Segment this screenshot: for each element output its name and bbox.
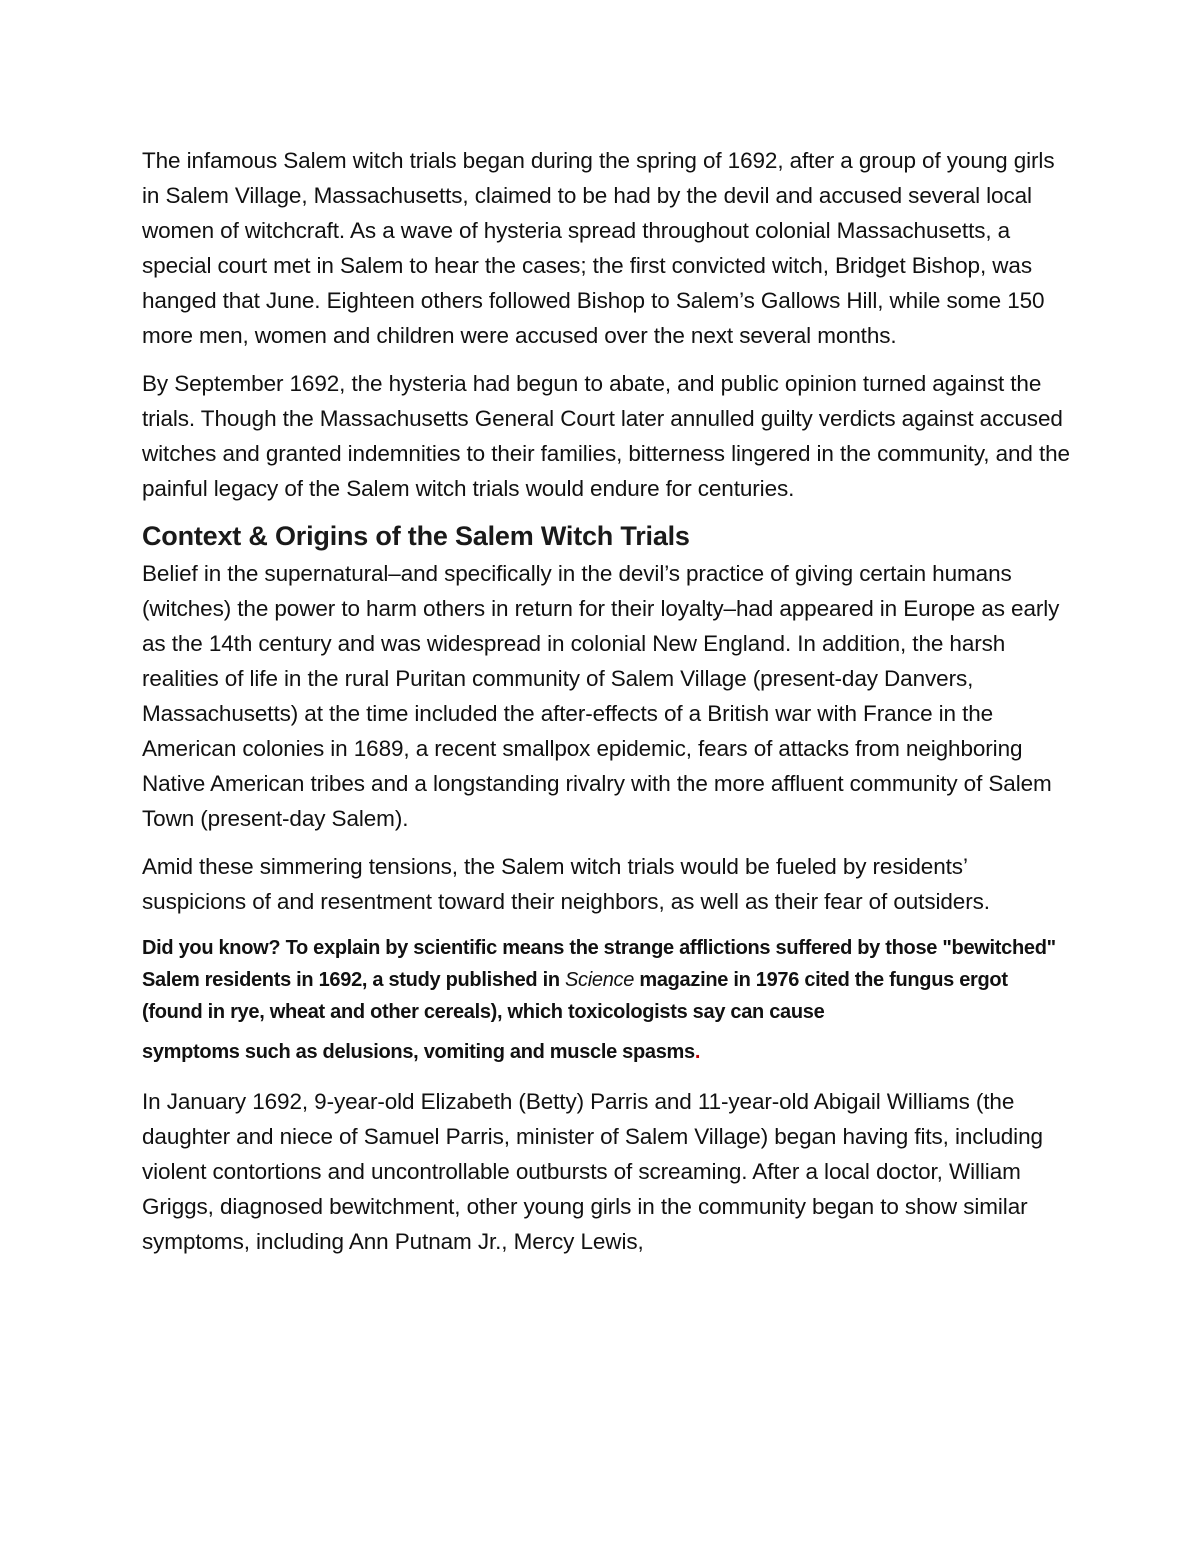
intro-paragraph-2: By September 1692, the hysteria had begun to abate, and public opinion turned against the trials. Though the Massachusetts General Court later annulled guilty verdicts against accused witches and granted indemnities to their families, bitterness lingered in the community, and the painful legacy of the Salem witch trials would endure for centuries.: [142, 371, 1070, 501]
did-you-know-callout: [142, 932, 1072, 1068]
context-paragraph-2: Amid these simmering tensions, the Salem witch trials would be fueled by residents’ suspicions of and resentment toward their neighbors, as well as their fear of outsiders.: [142, 854, 990, 914]
callout-text-part1: Did you know? To explain by scientific means the strange afflictions suffered by those "bewitched" Salem residents in 1692, a study published in: [142, 937, 1056, 991]
callout-text-part3: symptoms such as delusions, vomiting and muscle spasms: [142, 1041, 695, 1063]
callout-red-period: .: [694, 1041, 701, 1063]
callout-text-part2: magazine in 1976 cited the fungus ergot (found in rye, wheat and other cereals), which toxicologists say can cause: [142, 969, 1008, 1023]
context-paragraph-1: Belief in the supernatural–and specifically in the devil’s practice of giving certain humans (witches) the power to harm others in return for their loyalty–had appeared in Europe as early as the 14th century and was widespread in colonial New England. In addition, the harsh realities of life in the rural Puritan community of Salem Village (present-day Danvers, Massachusetts) at the time included the after-effects of a British war with France in the American colonies in 1689, a recent smallpox epidemic, fears of attacks from neighboring Native American tribes and a longstanding rivalry with the more affluent community of Salem Town (present-day Salem).: [142, 561, 1060, 831]
callout-last-line: [142, 1036, 700, 1068]
section-heading: Context & Origins of the Salem Witch Trials: [142, 521, 690, 551]
callout-science-italic: Science: [565, 969, 635, 991]
intro-paragraph-1: The infamous Salem witch trials began during the spring of 1692, after a group of young girls in Salem Village, Massachusetts, claimed to be had by the devil and accused several local women of witchcraft. As a wave of hysteria spread throughout colonial Massachusetts, a special court met in Salem to hear the cases; the first convicted witch, Bridget Bishop, was hanged that June. Eighteen others followed Bishop to Salem’s Gallows Hill, while some 150 more men, women and children were accused over the next several months.: [142, 148, 1055, 348]
document-body: [142, 143, 1072, 1272]
final-paragraph: In January 1692, 9-year-old Elizabeth (Betty) Parris and 11-year-old Abigail Williams (the daughter and niece of Samuel Parris, minister of Salem Village) began having fits, including violent contortions and uncontrollable outbursts of screaming. After a local doctor, William Griggs, diagnosed bewitchment, other young girls in the community began to show similar symptoms, including Ann Putnam Jr., Mercy Lewis,: [142, 1089, 1043, 1254]
